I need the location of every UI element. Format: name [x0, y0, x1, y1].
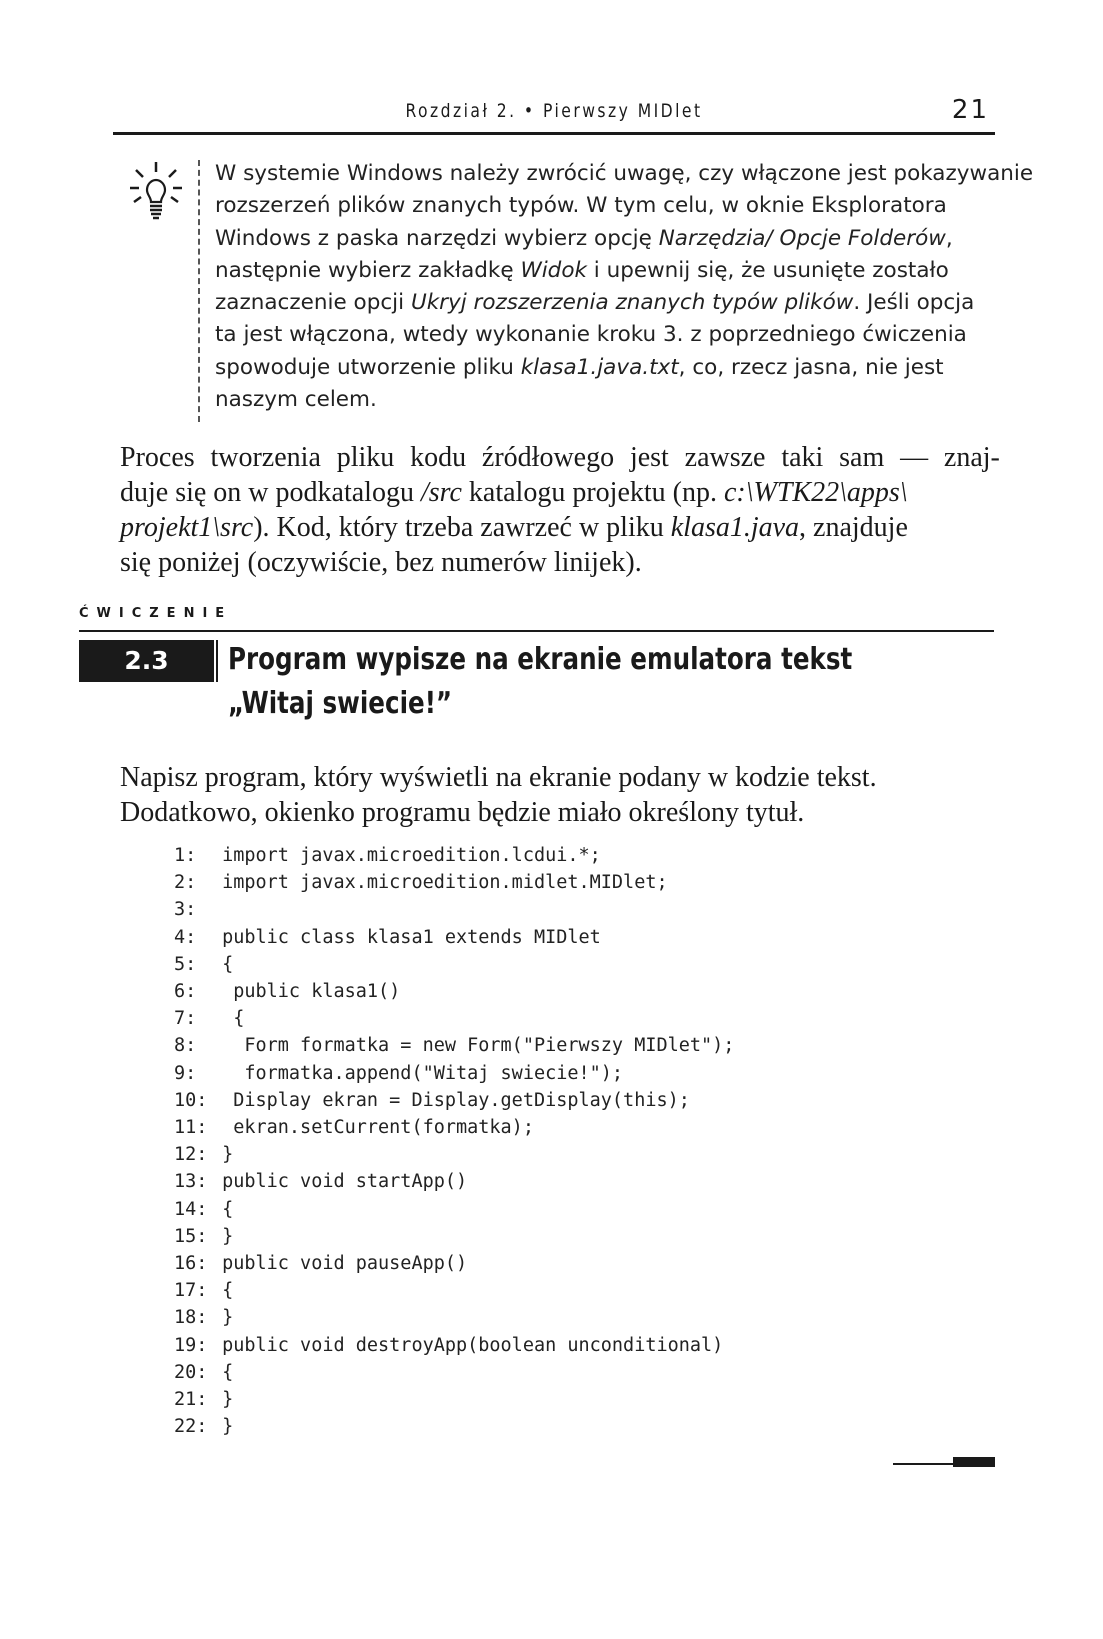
code-text: public void destroyApp(boolean unconditional): [222, 1334, 724, 1356]
code-line: [174, 978, 734, 1005]
footer-marker: [953, 1457, 995, 1467]
code-line: [174, 1304, 734, 1331]
code-line: [174, 1250, 734, 1277]
tip-line: naszym celem.: [215, 387, 377, 413]
code-line: [174, 1386, 734, 1413]
code-line: [174, 1223, 734, 1250]
line-number: 14:: [174, 1198, 208, 1220]
code-text: public void pauseApp(): [222, 1253, 468, 1275]
code-line: [174, 1114, 734, 1141]
word: —: [900, 442, 929, 473]
line-number: 20:: [174, 1361, 208, 1383]
word: sam: [839, 442, 885, 473]
code-text: Form formatka = new Form("Pierwszy MIDlet");: [222, 1035, 735, 1057]
word: źródłowego: [481, 442, 615, 473]
tip-side-rule: [198, 160, 200, 422]
word: pliku: [336, 442, 395, 473]
line-number: 17:: [174, 1280, 208, 1302]
tip-line: Windows z paska narzędzi wybierz opcję Narzędzia/ Opcje Folderów,: [215, 225, 953, 251]
tip-line: rozszerzeń plików znanych typów. W tym celu, w oknie Eksploratora: [215, 193, 947, 219]
paragraph-line: duje się on w podkatalogu /src katalogu projektu (np. c:\WTK22\apps\: [120, 477, 908, 508]
word: jest: [629, 442, 669, 473]
code-line: [174, 1277, 734, 1304]
paragraph-line: Napisz program, który wyświetli na ekranie podany w kodzie tekst.: [120, 762, 877, 793]
code-text: public void startApp(): [222, 1171, 468, 1193]
tip-line: spowoduje utworzenie pliku klasa1.java.txt, co, rzecz jasna, nie jest: [215, 354, 944, 380]
line-number: 5:: [174, 953, 197, 975]
exercise-rule: [79, 630, 994, 632]
code-line: [174, 1413, 734, 1440]
code-line: [174, 924, 734, 951]
line-number: 15:: [174, 1225, 208, 1247]
code-line: [174, 869, 734, 896]
exercise-description: [120, 760, 1000, 830]
lightbulb-icon: [128, 160, 184, 224]
code-text: Display ekran = Display.getDisplay(this);: [222, 1089, 690, 1111]
line-number: 3:: [174, 899, 197, 921]
tip-text: [215, 158, 1034, 416]
line-number: 19:: [174, 1334, 208, 1356]
page-number: 21: [951, 95, 989, 125]
line-number: 10:: [174, 1089, 208, 1111]
paragraph-line: projekt1\src). Kod, który trzeba zawrzeć w pliku klasa1.java, znajduje: [120, 512, 908, 543]
paragraph-line: się poniżej (oczywiście, bez numerów linijek).: [120, 547, 642, 578]
line-number: 12:: [174, 1144, 208, 1166]
code-line: [174, 951, 734, 978]
code-text: }: [222, 1225, 234, 1247]
code-text: }: [222, 1416, 234, 1438]
code-text: }: [222, 1307, 234, 1329]
exercise-number: 2.3: [79, 640, 214, 682]
tip-line: W systemie Windows należy zwrócić uwagę, czy włączone jest pokazywanie: [215, 161, 1034, 186]
line-number: 11:: [174, 1117, 208, 1139]
line-number: 7:: [174, 1008, 197, 1030]
code-line: [174, 1332, 734, 1359]
line-number: 16:: [174, 1253, 208, 1275]
code-text: public klasa1(): [222, 981, 401, 1003]
line-number: 9:: [174, 1062, 197, 1084]
code-line: [174, 1141, 734, 1168]
word: zawsze: [684, 442, 766, 473]
line-number: 2:: [174, 872, 197, 894]
code-text: import javax.microedition.lcdui.*;: [222, 845, 601, 866]
code-text: formatka.append("Witaj swiecie!");: [222, 1062, 624, 1084]
exercise-label: ĆWICZENIE: [79, 606, 233, 621]
body-paragraph: [120, 440, 1000, 580]
word: kodu: [410, 442, 467, 473]
exercise-title-line: Program wypisze na ekranie emulatora tekst: [228, 642, 853, 677]
exercise-title-line: „Witaj swiecie!”: [228, 686, 453, 721]
line-number: 18:: [174, 1307, 208, 1329]
code-line: [174, 1168, 734, 1195]
chapter-title: Rozdział 2. • Pierwszy MIDlet: [405, 100, 703, 122]
code-line: [174, 1087, 734, 1114]
code-listing: [174, 842, 734, 1440]
code-text: {: [222, 1361, 234, 1383]
word: taki: [781, 442, 824, 473]
code-line: [174, 1359, 734, 1386]
code-line: [174, 1032, 734, 1059]
tip-line: następnie wybierz zakładkę Widok i upewnij się, że usunięte zostało: [215, 257, 949, 283]
paragraph-line: [120, 440, 1000, 475]
word: tworzenia: [210, 442, 321, 473]
code-text: {: [222, 1280, 234, 1302]
line-number: 21:: [174, 1389, 208, 1411]
word: Proces: [120, 442, 195, 473]
code-text: {: [222, 1198, 234, 1220]
tip-line: ta jest włączona, wtedy wykonanie kroku 3. z poprzedniego ćwiczenia: [215, 322, 967, 348]
code-text: ekran.setCurrent(formatka);: [222, 1117, 534, 1139]
tip-line: zaznaczenie opcji Ukryj rozszerzenia znanych typów plików. Jeśli opcja: [215, 290, 975, 316]
line-number: 4:: [174, 926, 197, 948]
code-text: {: [222, 1008, 245, 1030]
code-text: {: [222, 953, 234, 975]
line-number: 6:: [174, 981, 197, 1003]
line-number: 8:: [174, 1035, 197, 1057]
line-number: 13:: [174, 1171, 208, 1193]
code-line: [174, 1005, 734, 1032]
code-line: [174, 1060, 734, 1087]
footer-rule: [893, 1463, 953, 1465]
line-number: 1:: [174, 845, 197, 866]
exercise-divider: [216, 640, 218, 682]
code-line: [174, 1196, 734, 1223]
word: znaj-: [943, 442, 1000, 473]
paragraph-line: Dodatkowo, okienko programu będzie miało określony tytuł.: [120, 797, 805, 828]
exercise-title: [228, 638, 851, 726]
code-line: [174, 896, 734, 923]
running-header: [113, 92, 995, 135]
code-text: public class klasa1 extends MIDlet: [222, 926, 601, 948]
code-text: }: [222, 1144, 234, 1166]
line-number: 22:: [174, 1416, 208, 1438]
code-text: }: [222, 1389, 234, 1411]
code-line: [174, 842, 734, 869]
code-text: import javax.microedition.midlet.MIDlet;: [222, 872, 668, 894]
